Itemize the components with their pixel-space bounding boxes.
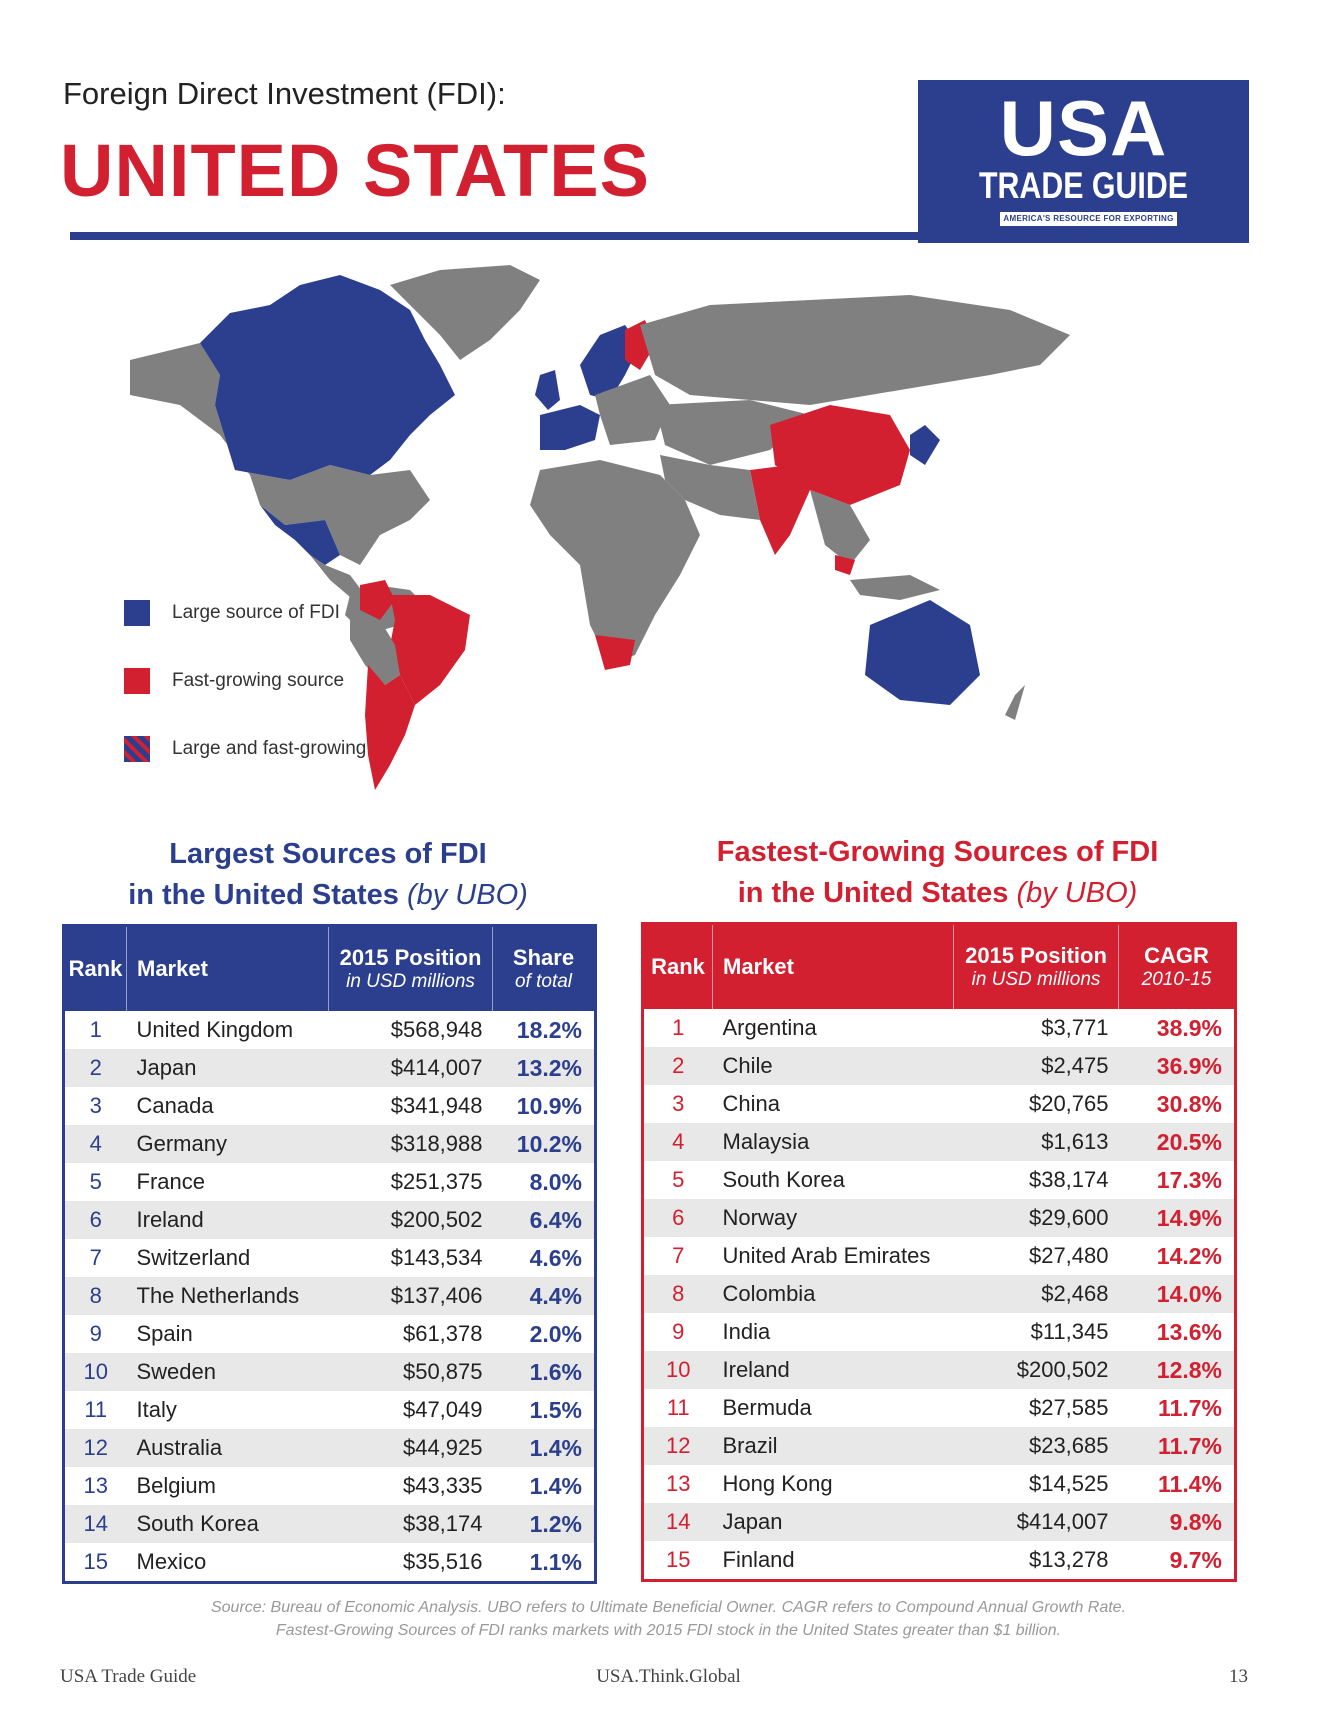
cagr-cell: 30.8% [1156,1090,1222,1117]
rank-cell: 4 [64,1125,127,1163]
cagr-cell: 11.7% [1158,1394,1222,1421]
position-cell: $13,278 [1028,1547,1109,1572]
rank-cell: 5 [672,1167,685,1192]
market-cell: Australia [127,1429,329,1467]
col-position-sub: in USD millions [346,971,475,992]
legend-swatch-fast [124,668,150,694]
table-row [643,1161,1236,1199]
table-row [64,1467,596,1505]
share-cell: 4.4% [493,1277,596,1315]
table-row [643,1465,1236,1503]
col-position-label: 2015 Position [965,943,1107,968]
cagr-cell: 9.8% [1119,1503,1236,1541]
fastest-table-body [643,1009,1236,1581]
share-cell: 8.0% [529,1168,582,1195]
table-row [643,1199,1236,1237]
rank-cell: 12 [643,1427,713,1465]
market-cell: Malaysia [713,1123,954,1161]
table-row [64,1087,596,1125]
table-row [64,1011,596,1049]
table-row [64,1505,596,1543]
position-cell: $38,174 [329,1505,493,1543]
fastest-title-line2: in the United States [737,877,1009,909]
market-cell: France [136,1169,205,1194]
position-cell: $1,613 [954,1123,1119,1161]
map-southeast-asia [810,490,870,565]
position-cell: $20,765 [1028,1091,1109,1116]
largest-sources-table [62,924,597,1584]
legend-swatch-large [124,600,150,626]
market-cell: Switzerland [136,1245,251,1270]
share-cell: 1.5% [529,1396,582,1423]
legend-item [124,668,344,694]
rank-cell: 5 [89,1169,102,1194]
share-cell: 1.2% [493,1505,596,1543]
table-row [64,1239,596,1277]
cagr-cell: 20.5% [1119,1123,1236,1161]
rank-cell: 3 [89,1093,102,1118]
market-cell: Sweden [127,1353,329,1391]
rank-cell: 2 [643,1047,713,1085]
largest-table-body [64,1011,596,1583]
rank-cell: 1 [89,1017,102,1042]
market-cell: The Netherlands [127,1277,329,1315]
footer-website: USA.Think.Global [596,1666,741,1687]
market-cell: Chile [713,1047,954,1085]
legend-item [124,600,340,626]
market-cell: Colombia [713,1275,954,1313]
rank-cell: 7 [672,1243,685,1268]
rank-cell: 3 [672,1091,685,1116]
market-cell: Canada [136,1093,214,1118]
market-cell: Japan [713,1503,954,1541]
table-row [643,1237,1236,1275]
share-cell: 18.2% [516,1016,582,1043]
cagr-cell: 36.9% [1119,1047,1236,1085]
map-australia [865,600,980,705]
footer-publication: USA Trade Guide [60,1666,197,1687]
position-cell: $341,948 [390,1093,483,1118]
table-row [64,1353,596,1391]
col-cagr-label: CAGR [1144,943,1209,968]
col-market: Market [127,926,329,1012]
col-market: Market [713,924,954,1010]
largest-title-line1: Largest Sources of FDI [169,838,487,870]
table-row [64,1277,596,1315]
share-cell: 13.2% [493,1049,596,1087]
legend-label: Large source of FDI [172,602,340,623]
market-cell: United Kingdom [136,1017,294,1042]
cagr-cell: 11.4% [1158,1470,1222,1497]
rank-cell: 15 [83,1549,108,1574]
table-row [643,1275,1236,1313]
rank-cell: 6 [643,1199,713,1237]
table-row [64,1543,596,1583]
position-cell: $23,685 [954,1427,1119,1465]
rank-cell: 7 [89,1245,102,1270]
table-header-row [643,924,1236,1010]
largest-title-line2: in the United States [128,879,399,911]
table-row [643,1009,1236,1047]
market-cell: Brazil [713,1427,954,1465]
table-row [643,1427,1236,1465]
col-position-sub: in USD millions [971,969,1101,990]
position-cell: $3,771 [1041,1015,1109,1040]
position-cell: $2,475 [954,1047,1119,1085]
col-rank: Rank [643,924,713,1010]
position-cell: $143,534 [390,1245,483,1270]
table-row [64,1201,596,1239]
share-cell: 10.2% [493,1125,596,1163]
table-row [64,1049,596,1087]
rank-cell: 12 [64,1429,127,1467]
market-cell: Norway [713,1199,954,1237]
page-number: 13 [1229,1666,1248,1687]
table-row [643,1313,1236,1351]
map-south-africa [595,635,635,670]
fastest-title-line2-wrap [641,873,1234,914]
rank-cell: 11 [666,1395,690,1420]
table-row [643,1351,1236,1389]
legend-label: Fast-growing source [172,670,345,691]
position-cell: $414,007 [329,1049,493,1087]
rank-cell: 13 [83,1473,108,1498]
map-western-europe [540,405,600,450]
source-note [60,1596,1277,1642]
fastest-growing-table [641,922,1237,1582]
rank-cell: 1 [672,1015,685,1040]
market-cell: Hong Kong [722,1471,833,1496]
market-cell: India [722,1319,771,1344]
map-uk-ireland [535,370,560,410]
share-cell: 4.6% [529,1244,582,1271]
map-russia [640,295,1070,405]
rank-cell: 8 [64,1277,127,1315]
col-position [954,924,1119,1010]
cagr-cell: 13.6% [1156,1318,1222,1345]
table-row [64,1315,596,1353]
rank-cell: 10 [643,1351,713,1389]
world-map [110,265,1190,795]
map-korea-japan [910,425,940,465]
market-cell: Bermuda [722,1395,812,1420]
largest-title-note: (by UBO) [406,879,528,911]
market-cell: Argentina [722,1015,817,1040]
cagr-cell: 11.7% [1119,1427,1236,1465]
position-cell: $38,174 [1028,1167,1109,1192]
position-cell: $43,335 [402,1473,483,1498]
page-kicker: Foreign Direct Investment (FDI): [63,76,506,111]
share-cell: 1.6% [493,1353,596,1391]
share-cell: 2.0% [529,1320,582,1347]
legend-item [124,736,366,762]
rank-cell: 6 [64,1201,127,1239]
cagr-cell: 12.8% [1119,1351,1236,1389]
table-row [643,1503,1236,1541]
table-row [64,1429,596,1467]
logo-trade-guide: TRADE GUIDE [978,165,1189,206]
source-line2: Fastest-Growing Sources of FDI ranks markets with 2015 FDI stock in the United States greater than $1 billion. [275,1622,1062,1639]
market-cell: Japan [127,1049,329,1087]
table-row [643,1389,1236,1427]
source-line1: Source: Bureau of Economic Analysis. UBO refers to Ultimate Beneficial Owner. CAGR refers to Compound Annual Growth Rate. [210,1599,1127,1616]
cagr-cell: 9.7% [1169,1546,1222,1573]
market-cell: Mexico [136,1549,207,1574]
map-africa [530,460,700,665]
position-cell: $27,480 [1028,1243,1109,1268]
col-share [493,926,596,1012]
position-cell: $50,875 [329,1353,493,1391]
position-cell: $200,502 [329,1201,493,1239]
position-cell: $47,049 [402,1397,483,1422]
share-cell: 6.4% [493,1201,596,1239]
table-row [64,1125,596,1163]
largest-table-title [62,834,594,916]
position-cell: $2,468 [954,1275,1119,1313]
table-row [643,1541,1236,1581]
logo-tagline: AMERICA'S RESOURCE FOR EXPORTING & INVESTMENT [1000,212,1177,226]
map-indonesia [850,575,940,600]
market-cell: Italy [136,1397,177,1422]
cagr-cell: 14.0% [1119,1275,1236,1313]
position-cell: $61,378 [402,1321,483,1346]
rank-cell: 14 [643,1503,713,1541]
market-cell: Belgium [136,1473,216,1498]
rank-cell: 8 [643,1275,713,1313]
rank-cell: 11 [84,1397,108,1422]
col-rank: Rank [64,926,127,1012]
position-cell: $568,948 [390,1017,483,1042]
page-title: UNITED STATES [60,129,650,212]
rank-cell: 10 [64,1353,127,1391]
table-row [64,1163,596,1201]
cagr-cell: 14.9% [1119,1199,1236,1237]
table-row [643,1047,1236,1085]
market-cell: South Korea [127,1505,329,1543]
rank-cell: 9 [672,1319,685,1344]
position-cell: $137,406 [329,1277,493,1315]
cagr-cell: 14.2% [1156,1242,1222,1269]
position-cell: $29,600 [954,1199,1119,1237]
position-cell: $200,502 [954,1351,1119,1389]
share-cell: 10.9% [516,1092,582,1119]
market-cell: Finland [722,1547,795,1572]
col-position [329,926,493,1012]
market-cell: Ireland [127,1201,329,1239]
fastest-title-line1: Fastest-Growing Sources of FDI [716,836,1159,868]
market-cell: Spain [136,1321,193,1346]
share-cell: 1.4% [493,1429,596,1467]
table-row [643,1123,1236,1161]
position-cell: $318,988 [329,1125,493,1163]
usa-trade-guide-logo [918,80,1249,243]
legend-swatch-both [124,736,150,762]
rank-cell: 15 [666,1547,691,1572]
rank-cell: 9 [89,1321,102,1346]
col-position-label: 2015 Position [339,945,482,970]
col-cagr-sub: 2010-15 [1141,969,1212,990]
share-cell: 1.4% [529,1472,582,1499]
market-cell: China [722,1091,780,1116]
share-cell: 1.1% [529,1548,582,1575]
market-cell: Germany [127,1125,329,1163]
position-cell: $27,585 [1028,1395,1109,1420]
col-share-label: Share [512,945,575,970]
col-cagr [1119,924,1236,1010]
market-cell: South Korea [722,1167,845,1192]
position-cell: $251,375 [390,1169,483,1194]
position-cell: $414,007 [954,1503,1119,1541]
title-rule [70,232,922,240]
position-cell: $35,516 [402,1549,483,1574]
table-header-row [64,926,596,1012]
logo-usa: USA [999,84,1168,172]
legend-label: Large and fast-growing [172,738,367,759]
position-cell: $11,345 [1030,1319,1109,1344]
cagr-cell: 17.3% [1156,1166,1222,1193]
position-cell: $44,925 [329,1429,493,1467]
rank-cell: 13 [666,1471,691,1496]
table-row [643,1085,1236,1123]
fastest-table-title [641,832,1234,914]
col-share-sub: of total [514,971,573,992]
market-cell: United Arab Emirates [722,1243,931,1268]
map-new-zealand [1005,685,1025,720]
rank-cell: 14 [64,1505,127,1543]
fastest-title-note: (by UBO) [1016,877,1138,909]
largest-title-line2-wrap [62,875,594,916]
table-row [64,1391,596,1429]
rank-cell: 2 [64,1049,127,1087]
position-cell: $14,525 [1028,1471,1109,1496]
rank-cell: 4 [643,1123,713,1161]
market-cell: Ireland [713,1351,954,1389]
cagr-cell: 38.9% [1156,1014,1222,1041]
